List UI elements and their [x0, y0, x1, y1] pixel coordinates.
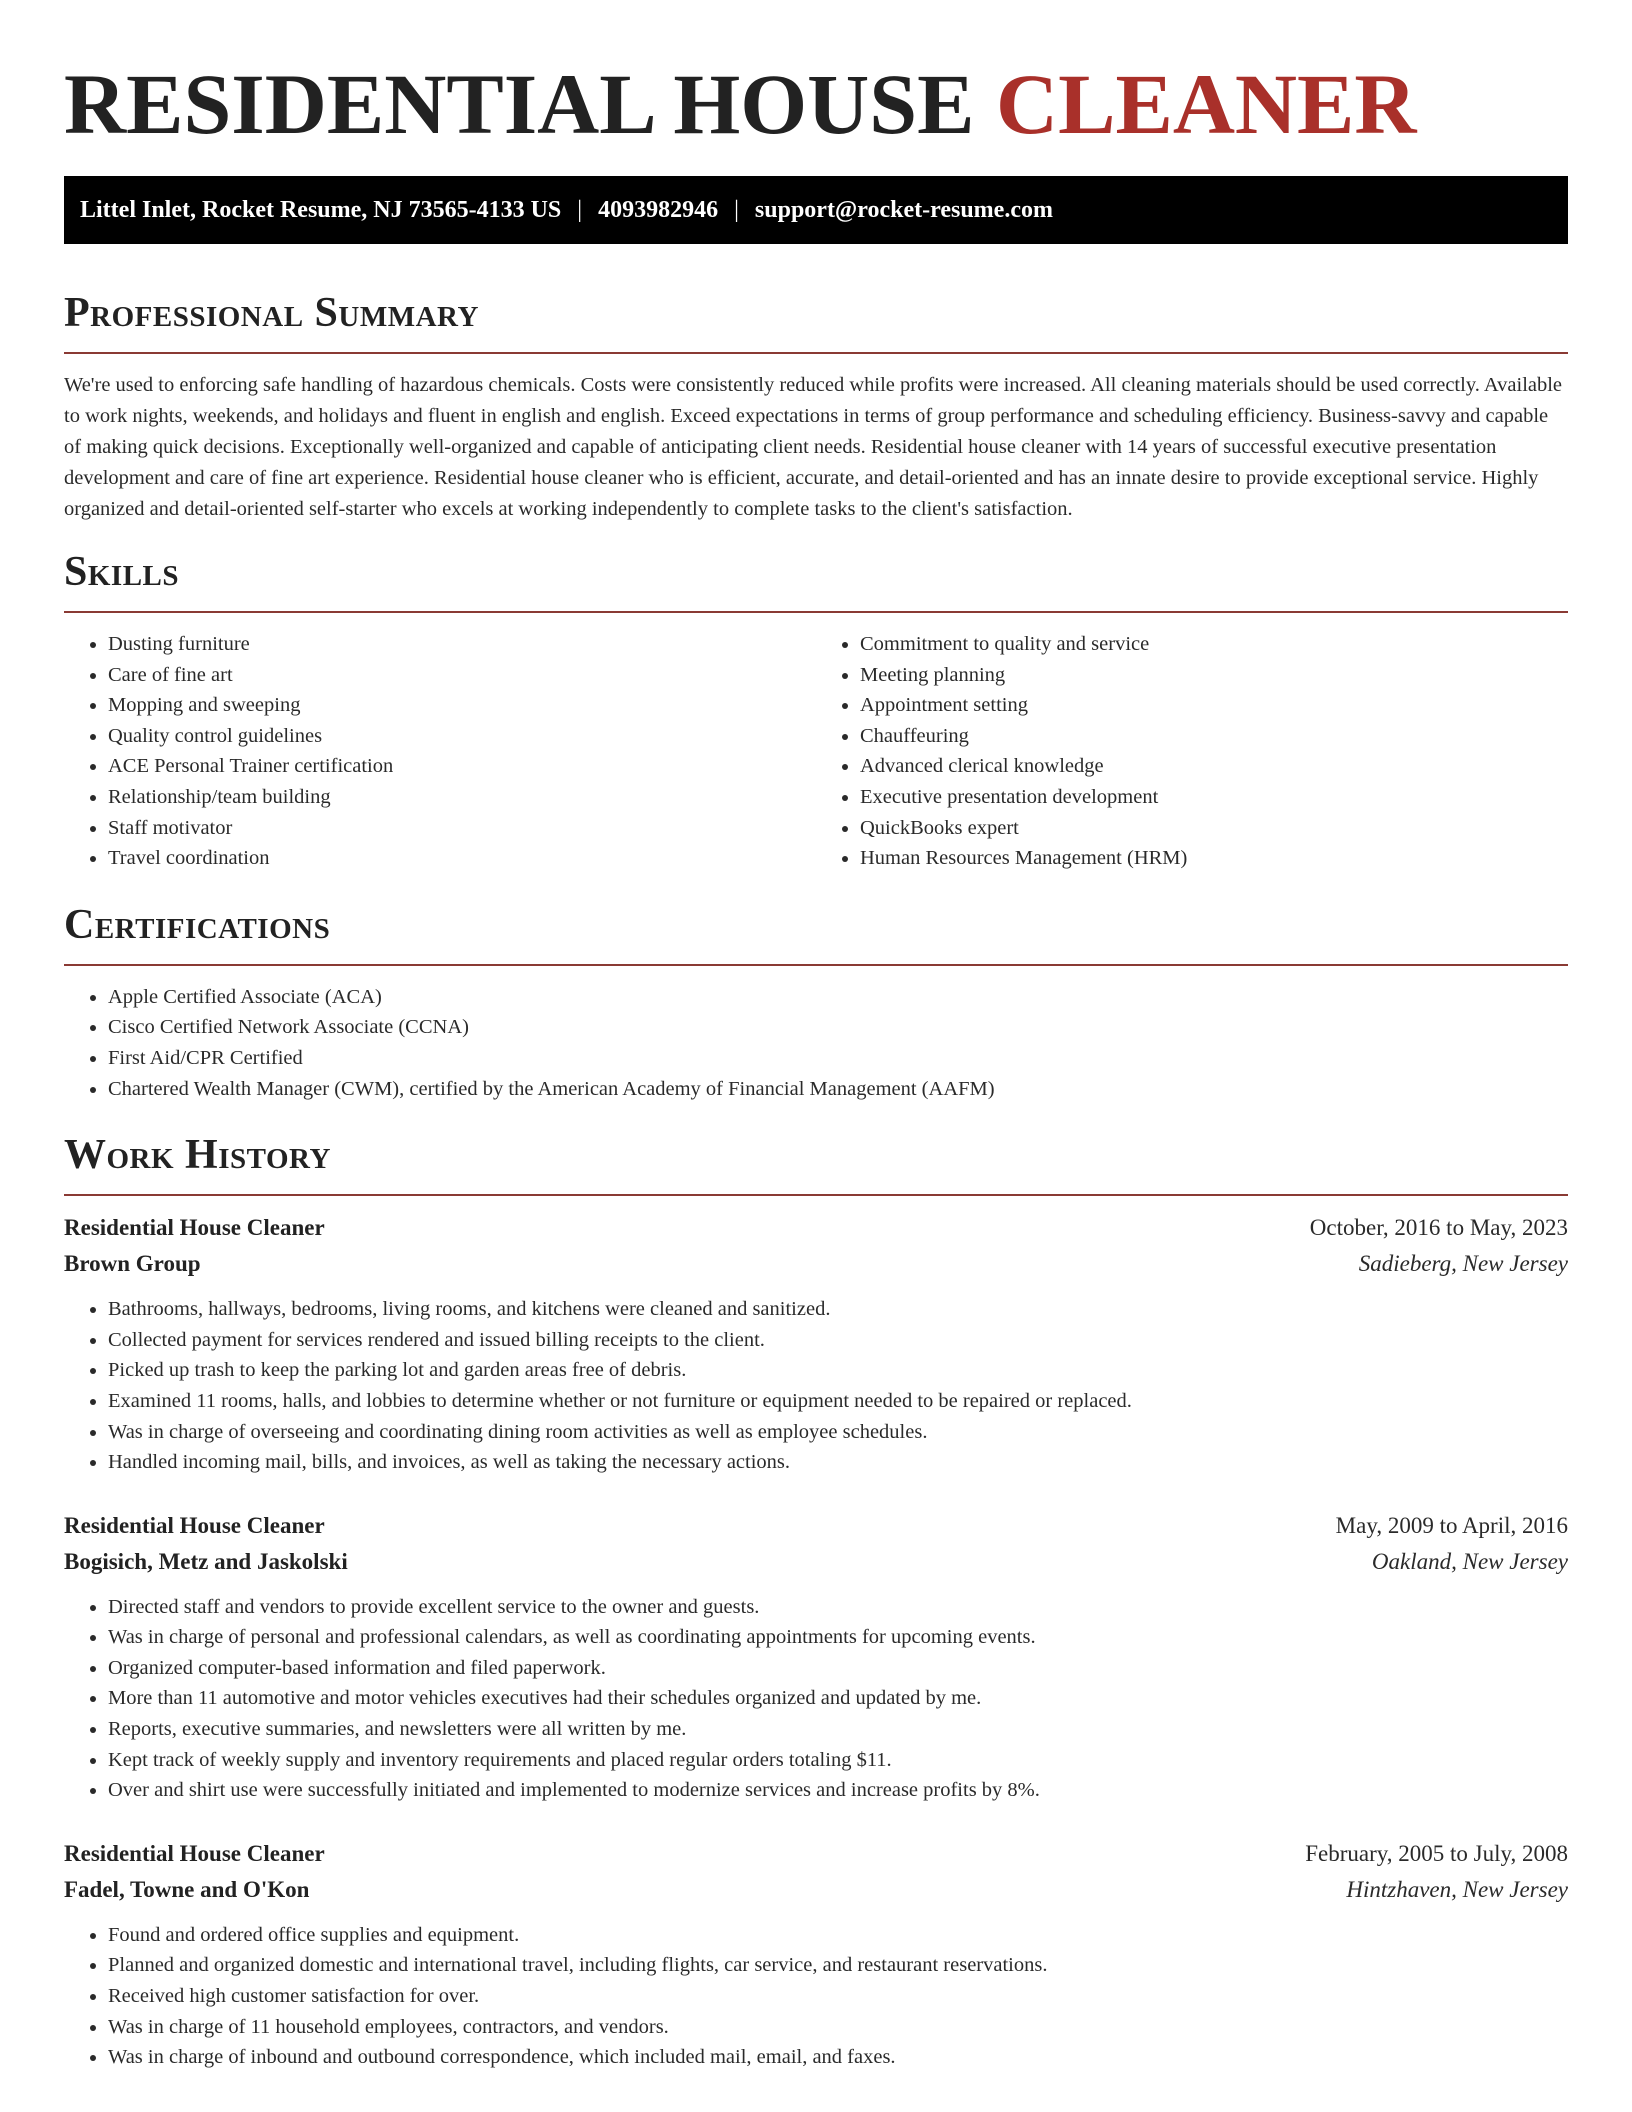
job-bullet: • Over and shirt use were successfully initiated and implemented to modernize services and increase profits by 8%. [108, 1775, 1568, 1806]
work-history-section [64, 1130, 1568, 2073]
certifications-section [64, 900, 1568, 1104]
skill-item: • QuickBooks expert [860, 813, 1568, 844]
job-bullet: • Planned and organized domestic and international travel, including flights, car service, and restaurant reservations. [108, 1950, 1568, 1981]
job-bullet: • Bathrooms, hallways, bedrooms, living rooms, and kitchens were cleaned and sanitized. [108, 1294, 1568, 1325]
name-accent: CLEANER [995, 56, 1417, 152]
skill-item: • Mopping and sweeping [108, 690, 816, 721]
certification-item: • Cisco Certified Network Associate (CCNA) [108, 1012, 1568, 1043]
skill-item: • Staff motivator [108, 813, 816, 844]
skills-list-left [64, 629, 816, 874]
resume-name [64, 56, 1568, 152]
skill-item: • ACE Personal Trainer certification [108, 751, 816, 782]
job-dates: October, 2016 to May, 2023 [1309, 1215, 1568, 1241]
section-divider [64, 1194, 1568, 1196]
section-title-skills: Skills [64, 549, 180, 595]
name-main: RESIDENTIAL HOUSE [64, 56, 975, 152]
job-header [64, 1210, 1568, 1246]
job-subheader [64, 1872, 1568, 1908]
job-bullet: • Examined 11 rooms, halls, and lobbies to determine whether or not furniture or equipment needed to be repaired or replaced. [108, 1386, 1568, 1417]
job-bullet: • Organized computer-based information and filed paperwork. [108, 1653, 1568, 1684]
skill-item: • Executive presentation development [860, 782, 1568, 813]
job-bullet: • Received high customer satisfaction for over. [108, 1981, 1568, 2012]
skill-item: • Dusting furniture [108, 629, 816, 660]
job-header [64, 1508, 1568, 1544]
job-company: Bogisich, Metz and Jaskolski [64, 1548, 348, 1574]
section-title-certifications: Certifications [64, 901, 331, 948]
job-bullet: • Was in charge of 11 household employees, contractors, and vendors. [108, 2012, 1568, 2043]
section-divider [64, 964, 1568, 966]
job-bullets [64, 1592, 1568, 1806]
contact-address: Littel Inlet, Rocket Resume, NJ 73565-4133 US [80, 196, 562, 223]
section-title-work-history: Work History [64, 1132, 331, 1179]
job-title: Residential House Cleaner [64, 1840, 325, 1866]
skill-item: • Relationship/team building [108, 782, 816, 813]
job-bullet: • Was in charge of overseeing and coordinating dining room activities as well as employee schedules. [108, 1417, 1568, 1448]
skill-item: • Meeting planning [860, 660, 1568, 691]
skill-item: • Commitment to quality and service [860, 629, 1568, 660]
job-bullets [64, 1920, 1568, 2073]
job-bullet: • Reports, executive summaries, and newsletters were all written by me. [108, 1714, 1568, 1745]
skill-item: • Travel coordination [108, 843, 816, 874]
job-bullet: • More than 11 automotive and motor vehicles executives had their schedules organized and updated by me. [108, 1683, 1568, 1714]
job-bullet: • Was in charge of personal and professional calendars, as well as coordinating appointments for upcoming events. [108, 1622, 1568, 1653]
job-location: Hintzhaven, New Jersey [1346, 1876, 1568, 1902]
job-header [64, 1836, 1568, 1872]
job-entry [64, 1508, 1568, 1806]
job-company: Fadel, Towne and O'Kon [64, 1876, 310, 1902]
certification-item: • First Aid/CPR Certified [108, 1043, 1568, 1074]
job-bullet: • Directed staff and vendors to provide excellent service to the owner and guests. [108, 1592, 1568, 1623]
job-entry [64, 1210, 1568, 1478]
job-bullet: • Picked up trash to keep the parking lot and garden areas free of debris. [108, 1355, 1568, 1386]
contact-phone: 4093982946 [598, 196, 719, 223]
certification-item: • Apple Certified Associate (ACA) [108, 982, 1568, 1013]
job-entry [64, 1836, 1568, 2073]
job-title: Residential House Cleaner [64, 1512, 325, 1538]
job-bullet: • Was in charge of inbound and outbound correspondence, which included mail, email, and faxes. [108, 2042, 1568, 2073]
job-dates: May, 2009 to April, 2016 [1335, 1512, 1568, 1538]
section-divider [64, 352, 1568, 354]
job-subheader [64, 1544, 1568, 1580]
skill-item: • Care of fine art [108, 660, 816, 691]
skills-grid [64, 629, 1568, 874]
skill-item: • Advanced clerical knowledge [860, 751, 1568, 782]
job-company: Brown Group [64, 1251, 201, 1277]
contact-email: support@rocket-resume.com [754, 196, 1053, 223]
job-title: Residential House Cleaner [64, 1215, 325, 1241]
summary-section [64, 288, 1568, 525]
summary-text: We're used to enforcing safe handling of hazardous chemicals. Costs were consistently reduced while profits were increased. All cleaning materials should be used correctly. Available to work nights, weekends, and holidays and fluent in english and english. Exceed expectations in terms of group performance and scheduling efficiency. Business-savvy and capable of making quick decisions. Exceptionally well-organized and capable of anticipating client needs. Residential house cleaner with 14 years of successful executive presentation development and care of fine art experience. Residential house cleaner who is efficient, accurate, and detail-oriented and has an innate desire to provide exceptional service. Highly organized and detail-oriented self-starter who excels at working independently to complete tasks to the client's satisfaction. [64, 374, 1563, 520]
job-dates: February, 2005 to July, 2008 [1305, 1840, 1568, 1866]
contact-bar [64, 176, 1568, 244]
section-title-summary: Professional Summary [64, 290, 479, 336]
contact-separator: | [734, 196, 739, 223]
job-bullet: • Found and ordered office supplies and equipment. [108, 1920, 1568, 1951]
skills-list-right [816, 629, 1568, 874]
job-location: Sadieberg, New Jersey [1358, 1251, 1568, 1277]
skill-item: • Quality control guidelines [108, 721, 816, 752]
section-divider [64, 611, 1568, 613]
skill-item: • Chauffeuring [860, 721, 1568, 752]
certifications-list [64, 982, 1568, 1104]
job-subheader [64, 1246, 1568, 1282]
job-bullets [64, 1294, 1568, 1478]
skill-item: • Human Resources Management (HRM) [860, 843, 1568, 874]
contact-separator: | [577, 196, 583, 223]
job-bullet: • Kept track of weekly supply and inventory requirements and placed regular orders totaling $11. [108, 1745, 1568, 1776]
certification-item: • Chartered Wealth Manager (CWM), certified by the American Academy of Financial Management (AAFM) [108, 1074, 1568, 1105]
job-location: Oakland, New Jersey [1371, 1548, 1568, 1574]
job-bullet: • Handled incoming mail, bills, and invoices, as well as taking the necessary actions. [108, 1447, 1568, 1478]
skill-item: • Appointment setting [860, 690, 1568, 721]
job-bullet: • Collected payment for services rendered and issued billing receipts to the client. [108, 1325, 1568, 1356]
skills-section [64, 547, 1568, 874]
